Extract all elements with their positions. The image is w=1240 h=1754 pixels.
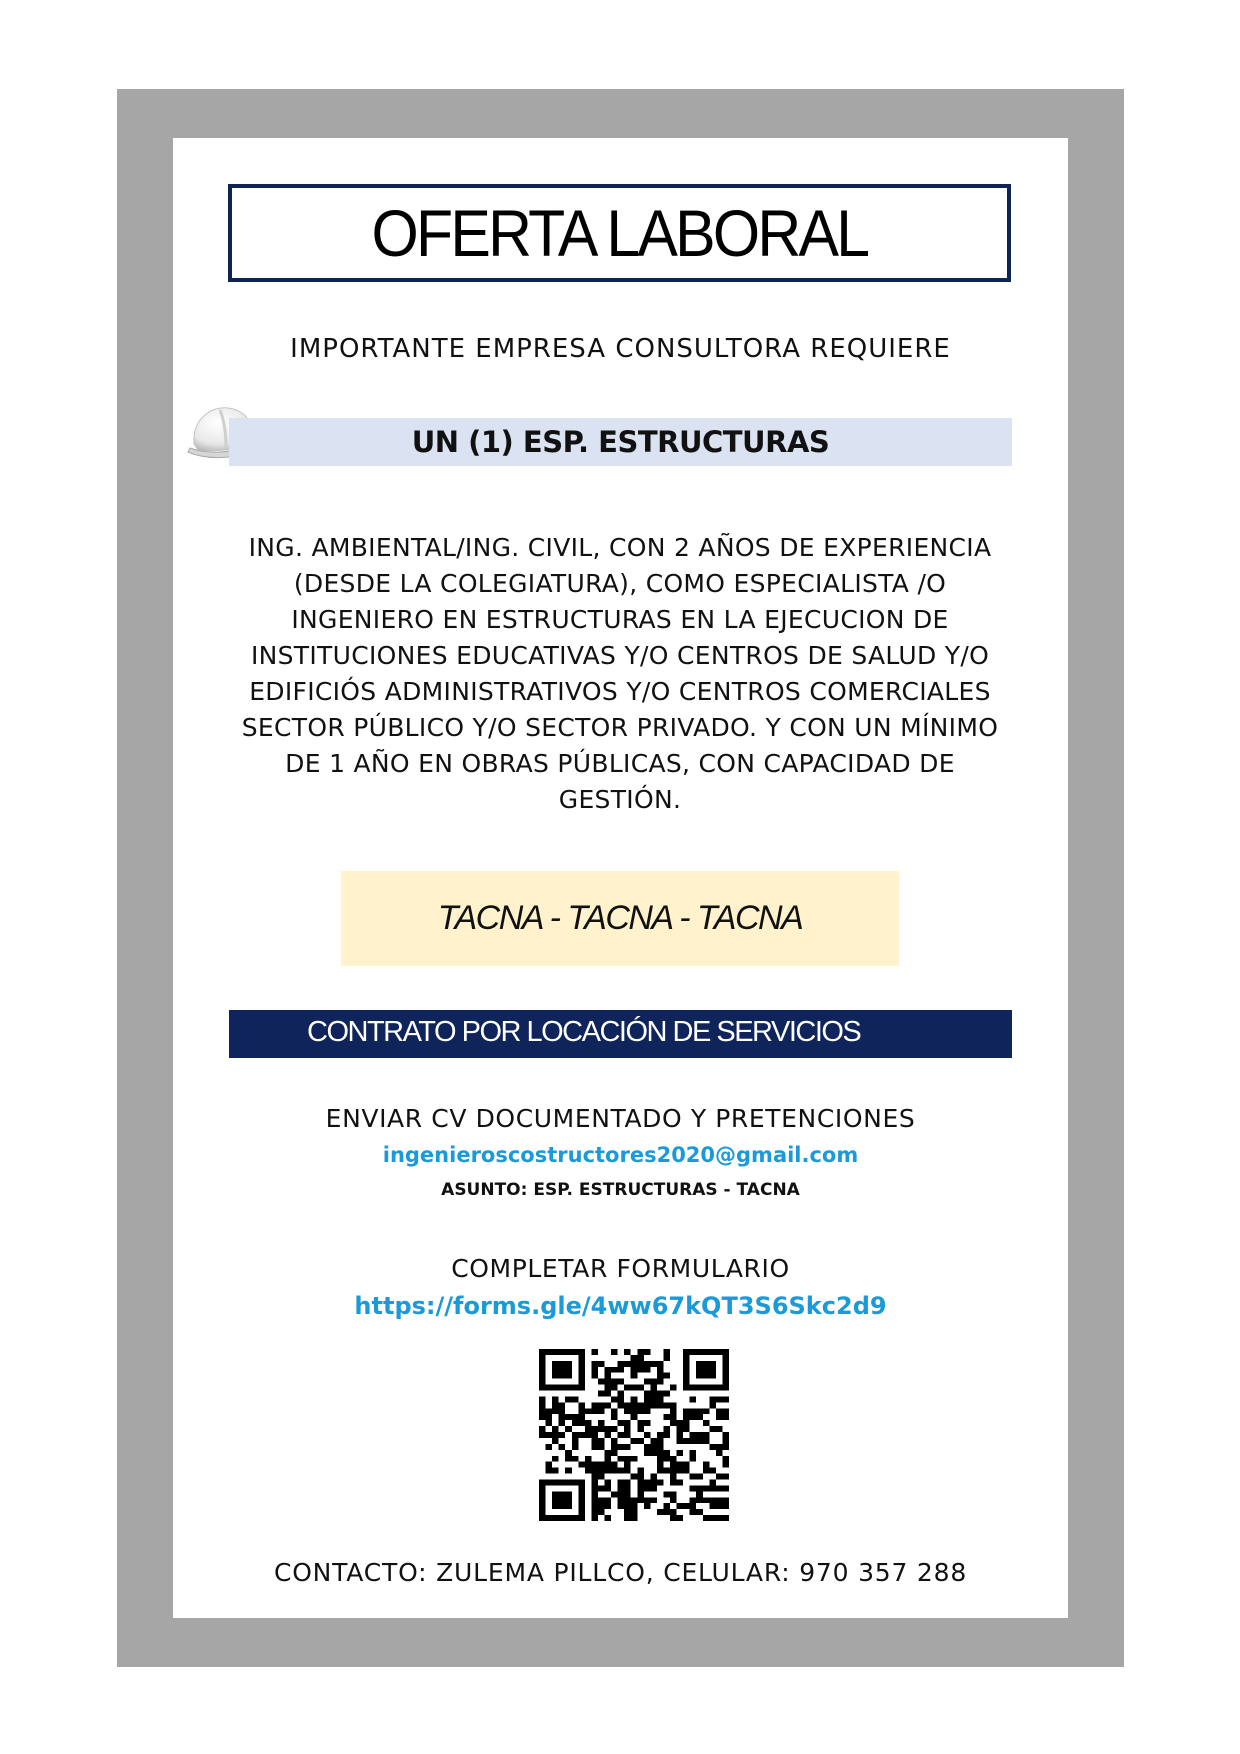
email-subject: ASUNTO: ESP. ESTRUCTURAS - TACNA [441,1180,800,1200]
description-line: EDIFICIÓS ADMINISTRATIVOS Y/O CENTROS COMERCIALES [249,677,991,706]
description-line: ING. AMBIENTAL/ING. CIVIL, CON 2 AÑOS DE EXPERIENCIA [248,533,992,562]
position-title: UN (1) ESP. ESTRUCTURAS [411,425,830,459]
contract-banner [229,1010,1012,1058]
description-line: DE 1 AÑO EN OBRAS PÚBLICAS, CON CAPACIDAD DE [285,749,955,778]
description-line: INGENIERO EN ESTRUCTURAS EN LA EJECUCION DE [291,605,949,634]
send-instruction: ENVIAR CV DOCUMENTADO Y PRETENCIONES [325,1104,916,1133]
description-line: INSTITUCIONES EDUCATIVAS Y/O CENTROS DE SALUD Y/O [250,641,990,670]
description-line: SECTOR PÚBLICO Y/O SECTOR PRIVADO. Y CON UN MÍNIMO [241,713,999,742]
page-title: OFERTA LABORAL [371,196,868,270]
title-box [228,184,1011,282]
position-banner [229,418,1012,466]
qr-code[interactable] [539,1349,729,1521]
location-box [341,871,899,966]
contract-type: CONTRATO POR LOCACIÓN DE SERVICIOS [307,1016,861,1048]
form-link[interactable]: https://forms.gle/4ww67kQT3S6Skc2d9 [354,1292,887,1320]
form-label: COMPLETAR FORMULARIO [451,1254,790,1283]
job-description [216,530,1024,818]
description-line: GESTIÓN. [558,785,682,814]
description-line: (DESDE LA COLEGIATURA), COMO ESPECIALISTA /O [293,569,947,598]
email-link[interactable]: ingenieroscostructores2020@gmail.com [382,1143,859,1167]
location-text: TACNA - TACNA - TACNA [437,899,803,937]
subtitle: IMPORTANTE EMPRESA CONSULTORA REQUIERE [290,334,951,364]
contact-info: CONTACTO: ZULEMA PILLCO, CELULAR: 970 357 288 [273,1558,968,1587]
